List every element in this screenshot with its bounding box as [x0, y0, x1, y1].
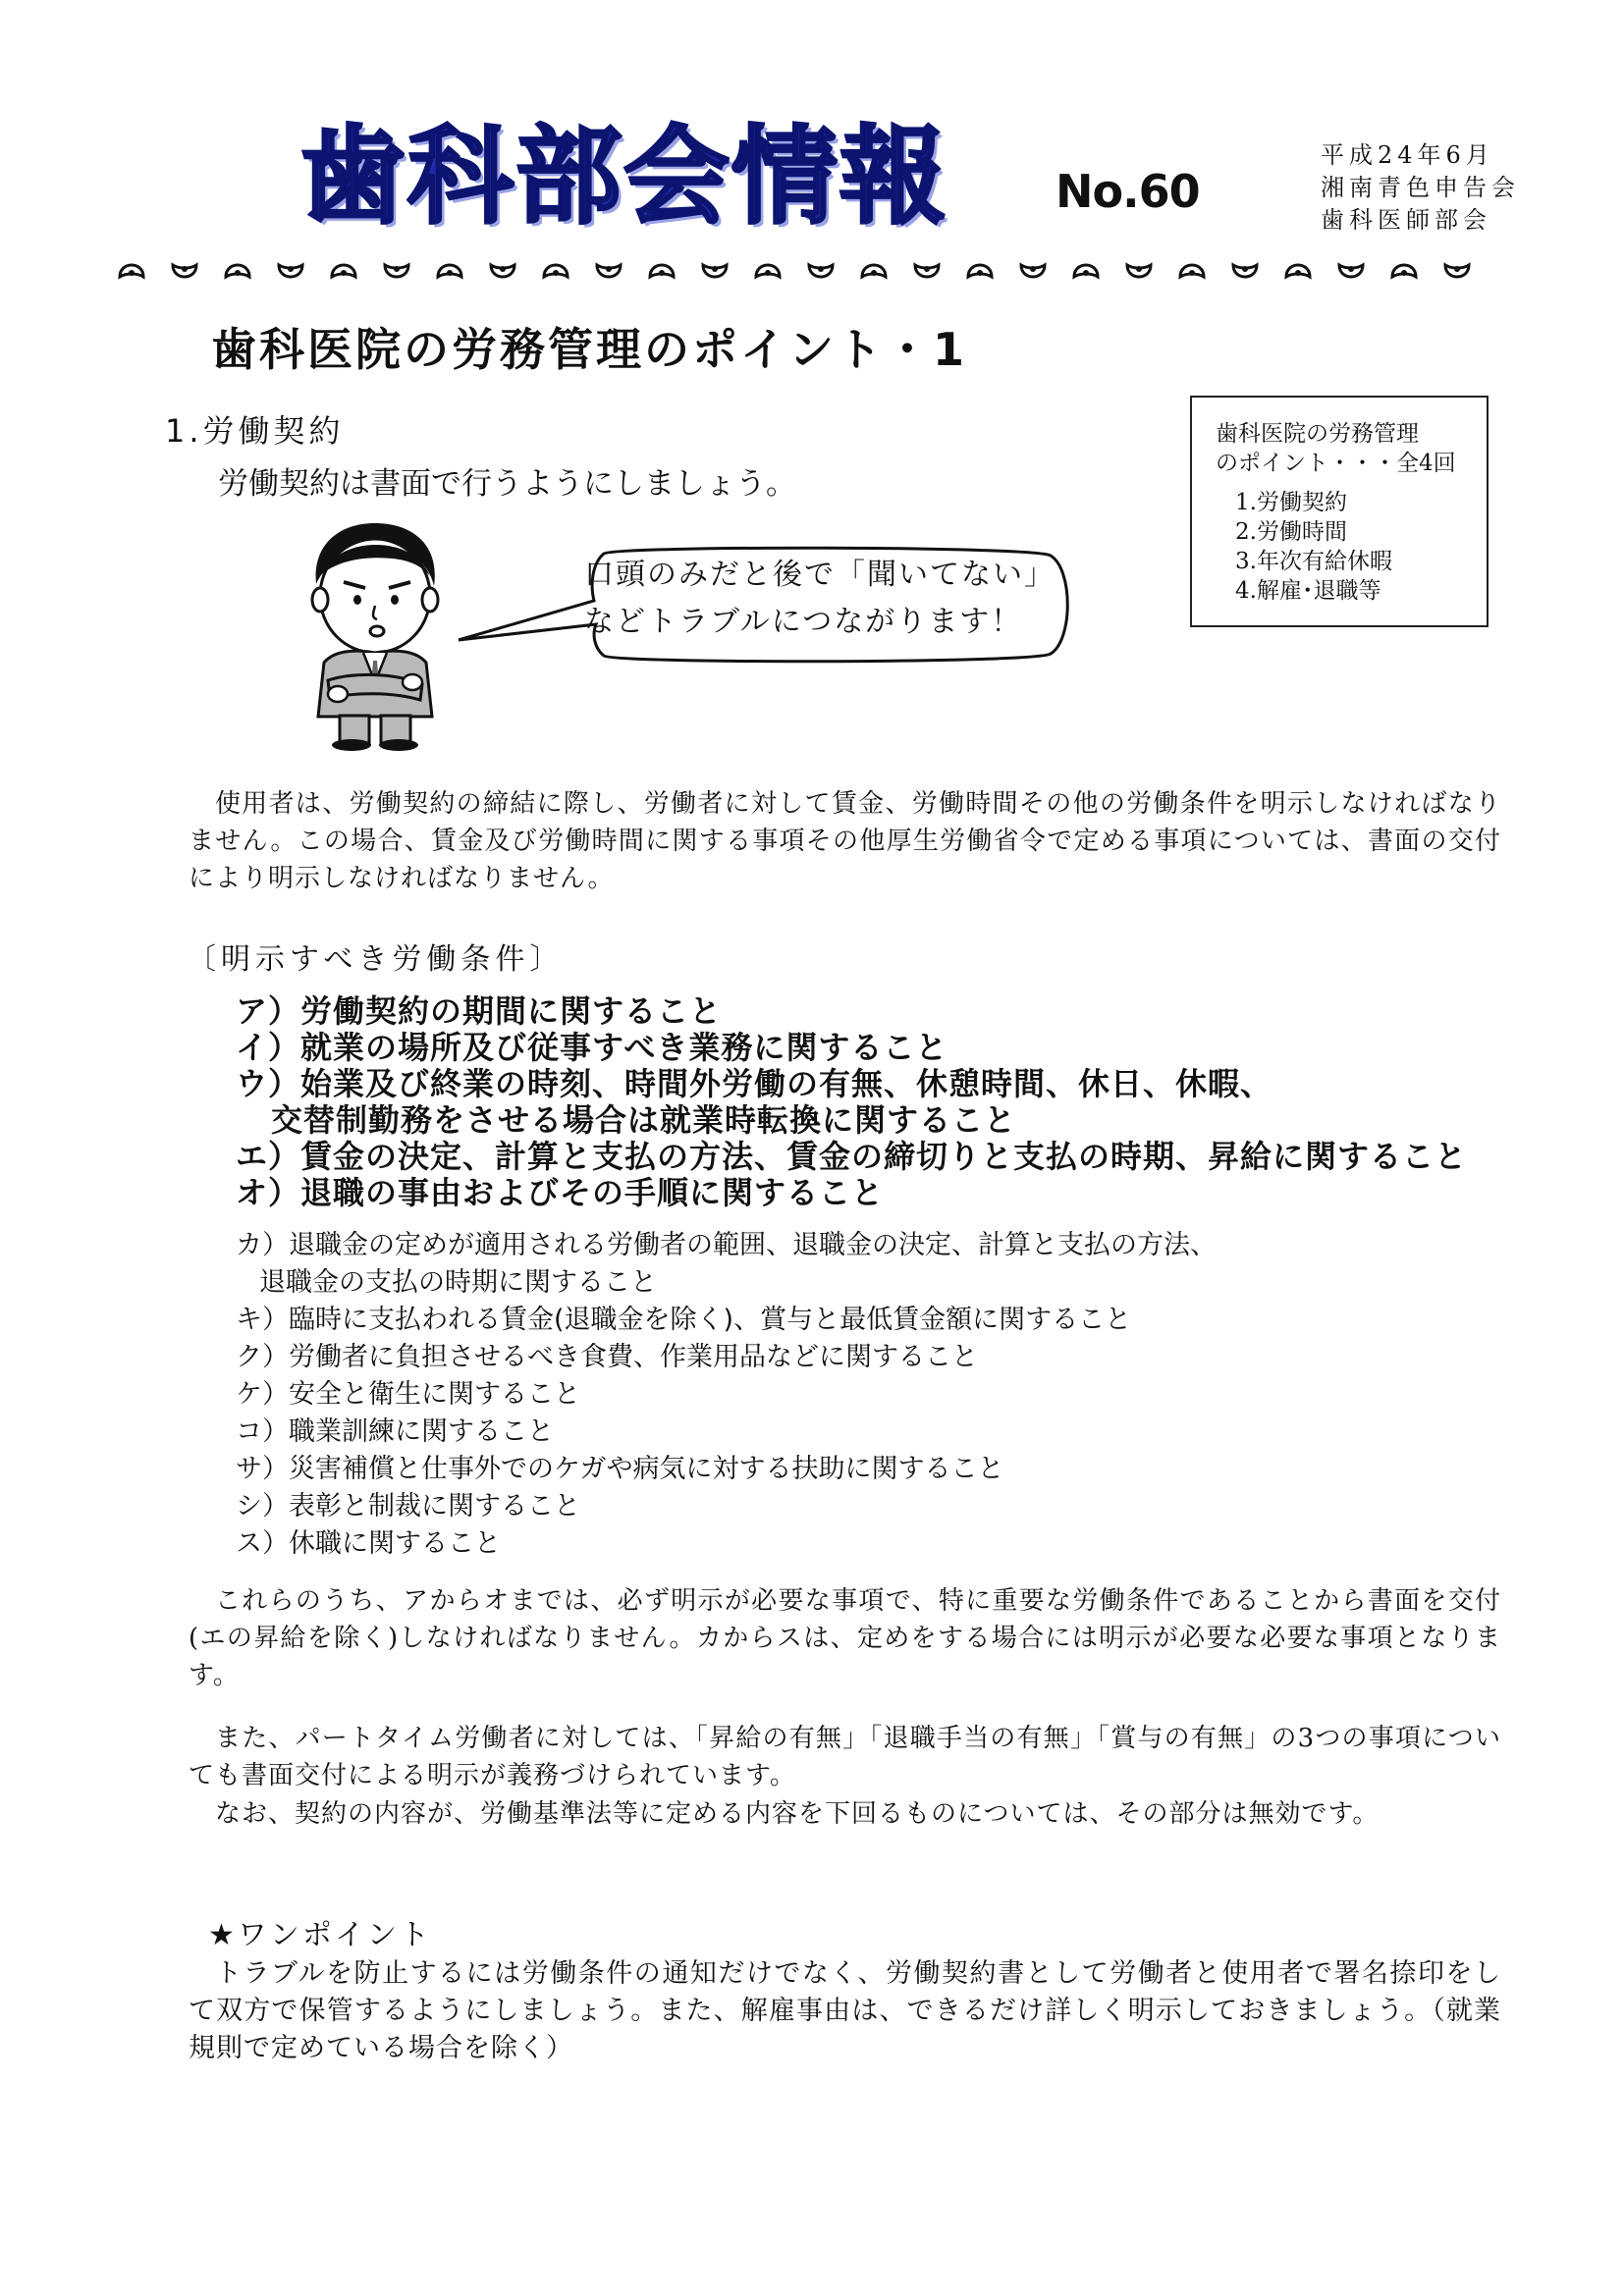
condition-item: コ）職業訓練に関すること	[236, 1416, 554, 1447]
condition-item: オ）退職の事由およびその手順に関すること	[236, 1174, 885, 1211]
invalidity-paragraph: なお、契約の内容が、労働基準法等に定める内容を下回るものについては、その部分は無効です。	[215, 1799, 1380, 1829]
index-item: 3.年次有給休暇	[1235, 549, 1392, 574]
ornament-motif	[173, 265, 196, 277]
ornament-motif	[703, 265, 727, 277]
ornament-motif	[1286, 265, 1310, 277]
ornament-motif	[809, 265, 833, 277]
ornament-motif	[1074, 265, 1098, 277]
condition-item: エ）賃金の決定、計算と支払の方法、賃金の締切りと支払の時期、昇給に関すること	[236, 1138, 1468, 1175]
required-conditions-list	[236, 993, 1467, 1211]
condition-item: カ）退職金の定めが適用される労働者の範囲、退職金の決定、計算と支払の方法、	[236, 1230, 1217, 1260]
condition-item: シ）表彰と制裁に関すること	[236, 1491, 580, 1522]
ornament-motif	[1127, 265, 1151, 277]
ornament-motif	[1021, 265, 1045, 277]
index-item: 2.労働時間	[1235, 519, 1347, 545]
index-box-title-line: 歯科医院の労務管理	[1216, 421, 1419, 447]
ornament-motif	[120, 265, 143, 277]
condition-item-continuation: 交替制勤務をさせる場合は就業時転換に関すること	[271, 1101, 1017, 1139]
condition-item: ク）労働者に負担させるべき食費、作業用品などに関すること	[236, 1342, 978, 1372]
worried-man-illustration	[295, 515, 461, 751]
ornament-motif	[650, 265, 674, 277]
ornament-motif	[279, 265, 302, 277]
intro-paragraph: 使用者は、労働契約の締結に際し、労働者に対して賃金、労働時間その他の労働条件を明示しなければなりません。この場合、賃金及び労働時間に関する事項その他厚生労働省令で定める事項については、書面の交付により明示しなければなりません。	[189, 789, 1501, 893]
condition-item: ス）休職に関すること	[236, 1528, 501, 1559]
issuer-info	[1321, 139, 1546, 237]
ornament-motif	[1180, 265, 1204, 277]
condition-item-continuation: 退職金の支払の時期に関すること	[259, 1267, 657, 1298]
ornament-motif	[1445, 265, 1469, 277]
conditions-heading: 〔明示すべき労働条件〕	[187, 942, 565, 977]
ornament-motif	[385, 265, 408, 277]
issuer-division: 歯科医師部会	[1321, 206, 1491, 234]
ornament-motif	[756, 265, 780, 277]
condition-item: キ）臨時に支払われる賃金(退職金を除く)、賞与と最低賃金額に関すること	[236, 1305, 1132, 1335]
ornament-motif	[226, 265, 249, 277]
issue-date: 平成24年6月	[1321, 141, 1494, 169]
ornament-motif	[332, 265, 355, 277]
ornament-motif	[915, 265, 939, 277]
ornament-motif	[597, 265, 621, 277]
bubble-line: などトラブルにつながります！	[584, 605, 1023, 639]
condition-item: ウ）始業及び終業の時刻、時間外労働の有無、休憩時間、休日、休暇、	[236, 1065, 1273, 1102]
condition-item: サ）災害補償と仕事外でのケガや病気に対する扶助に関すること	[236, 1454, 1004, 1484]
ornament-motif	[1233, 265, 1257, 277]
ornament-motif	[1392, 265, 1416, 277]
speech-bubble-text	[584, 552, 1065, 646]
part-time-paragraph: また、パートタイム労働者に対しては、「昇給の有無」「退職手当の有無」「賞与の有無」の3つの事項についても書面交付による明示が義務づけられています。	[189, 1724, 1501, 1790]
index-item: 1.労働契約	[1235, 490, 1347, 515]
issuer-organization: 湘南青色申告会	[1321, 174, 1520, 201]
condition-item: ケ）安全と衛生に関すること	[236, 1379, 580, 1410]
issue-number: No.60	[1056, 165, 1200, 218]
ornament-border	[118, 257, 1522, 285]
ornament-motif	[968, 265, 992, 277]
ornament-motif	[1339, 265, 1363, 277]
index-box-title-line: のポイント・・・全4回	[1216, 451, 1456, 476]
series-index-box	[1190, 396, 1489, 627]
newsletter-title: 歯科部会情報	[299, 116, 948, 239]
index-box-title	[1216, 419, 1467, 478]
section-heading: 1.労働契約	[165, 412, 345, 450]
condition-item: イ）就業の場所及び従事すべき業務に関すること	[236, 1029, 948, 1066]
summary-paragraph: これらのうち、アからオまでは、必ず明示が必要な事項で、特に重要な労働条件であることから書面を交付(エの昇給を除く)しなければなりません。カからスは、定めをする場合には明示が必要な必要な事項となります。	[189, 1586, 1501, 1690]
one-point-heading: ★ワンポイント	[208, 1918, 432, 1952]
page-headline: 歯科医院の労務管理のポイント・1	[211, 323, 968, 376]
ornament-motif	[862, 265, 886, 277]
optional-conditions-list	[236, 1227, 1217, 1563]
bubble-line: 口頭のみだと後で「聞いてない」	[584, 558, 1056, 592]
condition-item: ア）労働契約の期間に関すること	[236, 992, 723, 1030]
ornament-motif	[491, 265, 514, 277]
lead-text: 労働契約は書面で行うようにしましょう。	[218, 466, 796, 502]
ornament-motif	[544, 265, 568, 277]
ornament-motif	[438, 265, 461, 277]
index-item: 4.解雇･退職等	[1235, 578, 1381, 604]
one-point-text: トラブルを防止するには労働条件の通知だけでなく、労働契約書として労働者と使用者で署名捺印をして双方で保管するようにしましょう。また、解雇事由は、できるだけ詳しく明示しておきましょう。（就業規則で定めている場合を除く）	[189, 1958, 1501, 2063]
index-box-items	[1216, 488, 1467, 606]
